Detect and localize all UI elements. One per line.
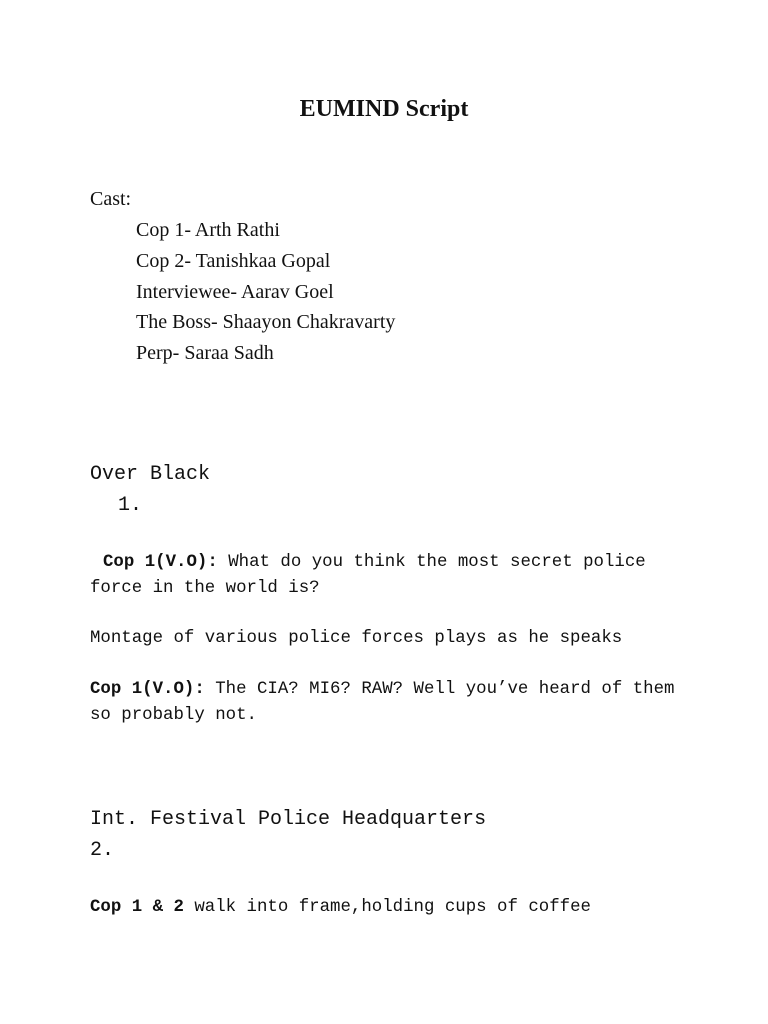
scene-number: 2. bbox=[90, 839, 115, 862]
dialogue-line bbox=[90, 550, 690, 601]
cast-list bbox=[136, 215, 395, 369]
cast-member: Interviewee- Aarav Goel bbox=[136, 280, 334, 303]
cast-label: Cast: bbox=[90, 188, 132, 210]
dialogue-text: The CIA? MI6? RAW? Well you’ve heard of them so probably not. bbox=[90, 680, 675, 725]
action-text: walk into frame,holding cups of coffee bbox=[183, 898, 591, 917]
speaker-name: Cop 1 & 2 bbox=[90, 898, 184, 917]
action-line bbox=[90, 895, 690, 921]
scene-heading: Int. Festival Police Headquarters bbox=[90, 808, 487, 831]
scene-number: 1. bbox=[118, 494, 143, 517]
action-text: Montage of various police forces plays as he speaks bbox=[90, 629, 623, 648]
speaker-name: Cop 1(V.O): bbox=[103, 553, 218, 572]
dialogue-text: What do you think the most secret police force in the world is? bbox=[90, 553, 646, 598]
document-title: EUMIND Script bbox=[299, 96, 469, 122]
dialogue-line bbox=[90, 677, 690, 728]
scene-heading: Over Black bbox=[90, 463, 211, 486]
cast-member: Cop 2- Tanishkaa Gopal bbox=[136, 249, 331, 272]
cast-member: Cop 1- Arth Rathi bbox=[136, 219, 280, 241]
cast-member: Perp- Saraa Sadh bbox=[136, 342, 274, 365]
speaker-name: Cop 1(V.O): bbox=[90, 680, 205, 699]
cast-member: The Boss- Shaayon Chakravarty bbox=[136, 311, 396, 334]
action-line bbox=[90, 626, 690, 652]
